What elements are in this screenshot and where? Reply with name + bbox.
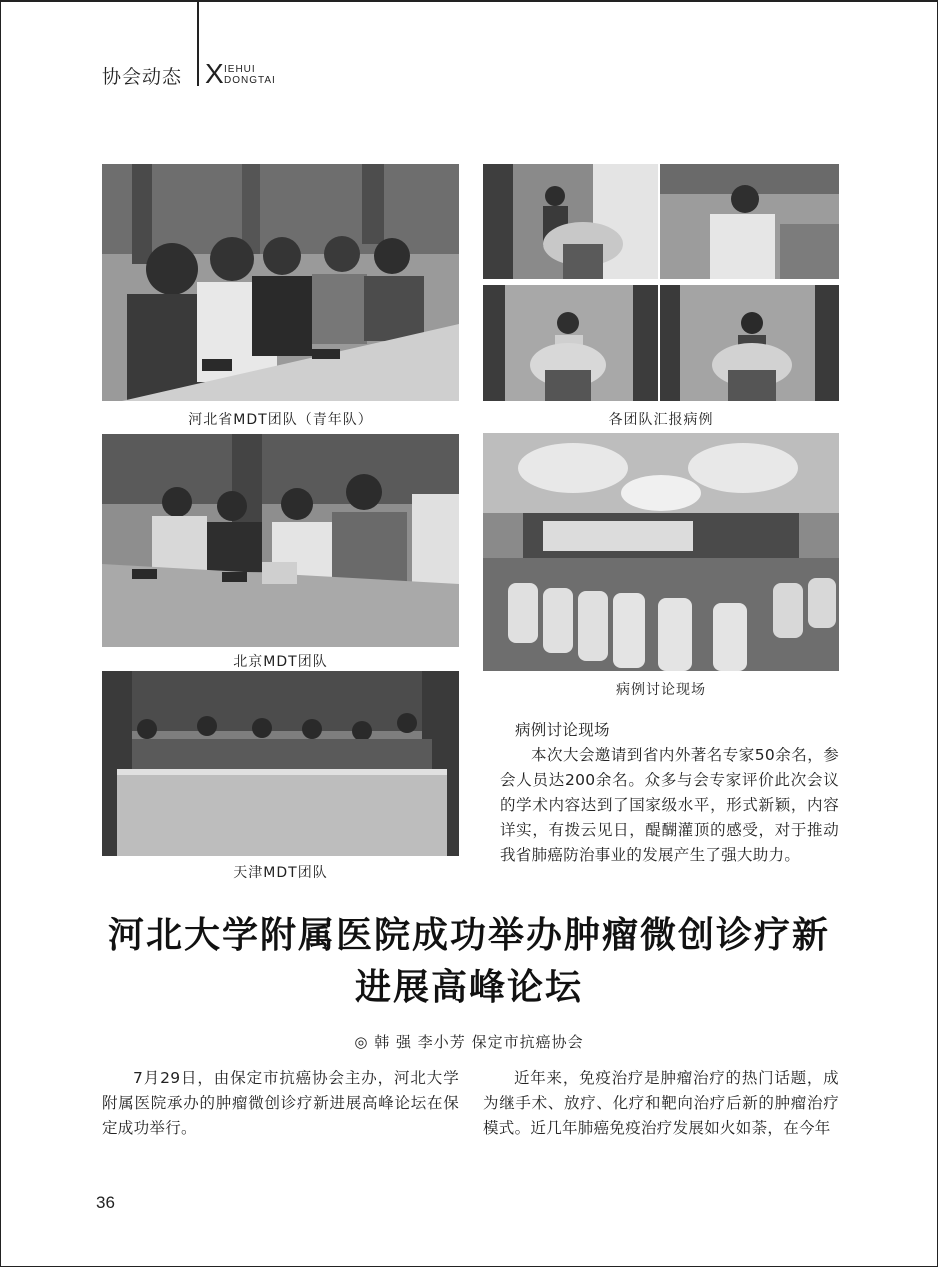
section-initial: X: [205, 58, 224, 89]
caption-beijing-team: 北京MDT团队: [233, 654, 328, 670]
photo-report-audience-question: [660, 164, 839, 279]
photo-report-presenter-3: [660, 285, 839, 401]
caption-tianjin-team: 天津MDT团队: [233, 865, 328, 881]
right-column-paragraph: 本次大会邀请到省内外著名专家50余名，参会人员达200余名。众多与会专家评价此次会议的学术内容达到了国家级水平，形式新颖，内容详实，有拨云见日，醍醐灌顶的感受，对于推动我省肺癌防治事业的发展产生了强大助力。: [500, 746, 839, 864]
caption-report: 各团队汇报病例: [608, 412, 714, 428]
right-column-text: [500, 718, 839, 868]
photo-discussion-hall: [483, 433, 839, 671]
photo-tianjin-team: [102, 671, 459, 856]
page-number: 36: [96, 1193, 115, 1212]
section-category: 协会动态: [102, 66, 183, 88]
section-en-line2: DONGTAI: [224, 75, 276, 86]
article-byline: ◎ 韩 强 李小芳 保定市抗癌协会: [354, 1033, 584, 1051]
section-en-line1: IEHUI: [224, 64, 256, 75]
article-column-2: 近年来，免疫治疗是肿瘤治疗的热门话题，成为继手术、放疗、化疗和靶向治疗后新的肿瘤治疗模式。近几年肺癌免疫治疗发展如火如荼，在今年: [483, 1069, 839, 1137]
caption-discussion: 病例讨论现场: [616, 682, 706, 698]
header-divider: [197, 0, 199, 86]
photo-report-presenter-2: [483, 285, 658, 401]
photo-report-presenter-1: [483, 164, 658, 279]
article-column-1: 7月29日，由保定市抗癌协会主办，河北大学附属医院承办的肿瘤微创诊疗新进展高峰论坛在保定成功举行。: [102, 1069, 459, 1137]
caption-hebei-team: 河北省MDT团队（青年队）: [188, 412, 373, 428]
article-title-line1: 河北大学附属医院成功举办肿瘤微创诊疗新: [107, 914, 830, 956]
photo-beijing-team: [102, 434, 459, 647]
article-title-line2: 进展高峰论坛: [354, 966, 583, 1008]
right-column-heading: 病例讨论现场: [515, 721, 610, 739]
photo-hebei-team: [102, 164, 459, 401]
